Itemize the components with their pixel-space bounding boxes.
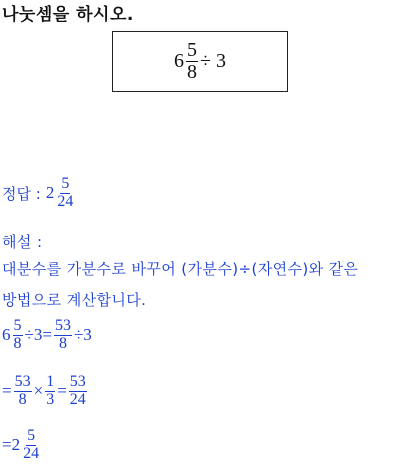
step1-whole: 6 <box>2 325 11 345</box>
step2-numerator-3: 53 <box>69 373 86 390</box>
step1-divisor: 3 <box>33 325 43 345</box>
step1-improper-denominator: 8 <box>58 334 67 352</box>
explanation-text-line2: 방법으로 계산합니다. <box>2 291 147 309</box>
step1-divide-sign: ÷ <box>24 325 34 345</box>
answer-line <box>2 176 76 211</box>
step3-equals: = <box>2 435 12 455</box>
step1-denominator: 8 <box>13 334 22 352</box>
step3-whole: 2 <box>11 435 21 455</box>
divisor: 3 <box>215 50 226 72</box>
step3-numerator: 5 <box>27 427 36 444</box>
answer-whole: 2 <box>45 183 55 203</box>
answer-expression <box>46 176 77 211</box>
step2-fraction-2 <box>45 374 55 409</box>
numerator: 5 <box>187 39 197 61</box>
step2-denominator-3: 24 <box>69 390 86 408</box>
step1-fraction <box>13 318 23 353</box>
explanation-label: 해설 : <box>2 233 43 251</box>
step2-equals: = <box>2 381 12 401</box>
answer-denominator: 24 <box>57 192 74 210</box>
answer-fraction <box>56 176 74 211</box>
solution-step-2 <box>2 374 89 409</box>
step2-denominator-1: 8 <box>18 390 27 408</box>
step2-numerator-2: 1 <box>46 373 55 390</box>
step1-improper-fraction <box>54 318 72 353</box>
solution-step-1 <box>2 318 92 353</box>
denominator: 8 <box>187 61 197 83</box>
step1-numerator: 5 <box>13 317 22 334</box>
step3-denominator: 24 <box>23 444 40 462</box>
step1-divide-sign-2: ÷ <box>73 325 84 345</box>
step3-fraction <box>22 428 40 463</box>
question-expression <box>174 40 226 83</box>
step2-denominator-2: 3 <box>46 390 55 408</box>
divide-sign: ÷ <box>200 50 211 72</box>
solution-step-3 <box>2 428 42 463</box>
answer-numerator: 5 <box>61 175 70 192</box>
step1-improper-numerator: 53 <box>54 317 71 334</box>
mixed-whole: 6 <box>174 50 184 72</box>
step1-equals: = <box>42 325 52 345</box>
step2-fraction-1 <box>14 374 32 409</box>
step2-equals-2: = <box>57 381 67 401</box>
answer-label: 정답 : <box>2 184 41 203</box>
explanation-text-line1: 대분수를 가분수로 바꾸어 (가분수)÷(자연수)와 같은 <box>2 260 359 278</box>
question-box <box>112 31 288 92</box>
question-title: 나눗셈을 하시오. <box>2 5 134 25</box>
step1-divisor-2: 3 <box>83 325 92 345</box>
fraction <box>186 40 198 83</box>
step2-numerator-1: 53 <box>14 373 31 390</box>
step2-fraction-3 <box>69 374 87 409</box>
step2-times-sign: × <box>33 381 44 401</box>
